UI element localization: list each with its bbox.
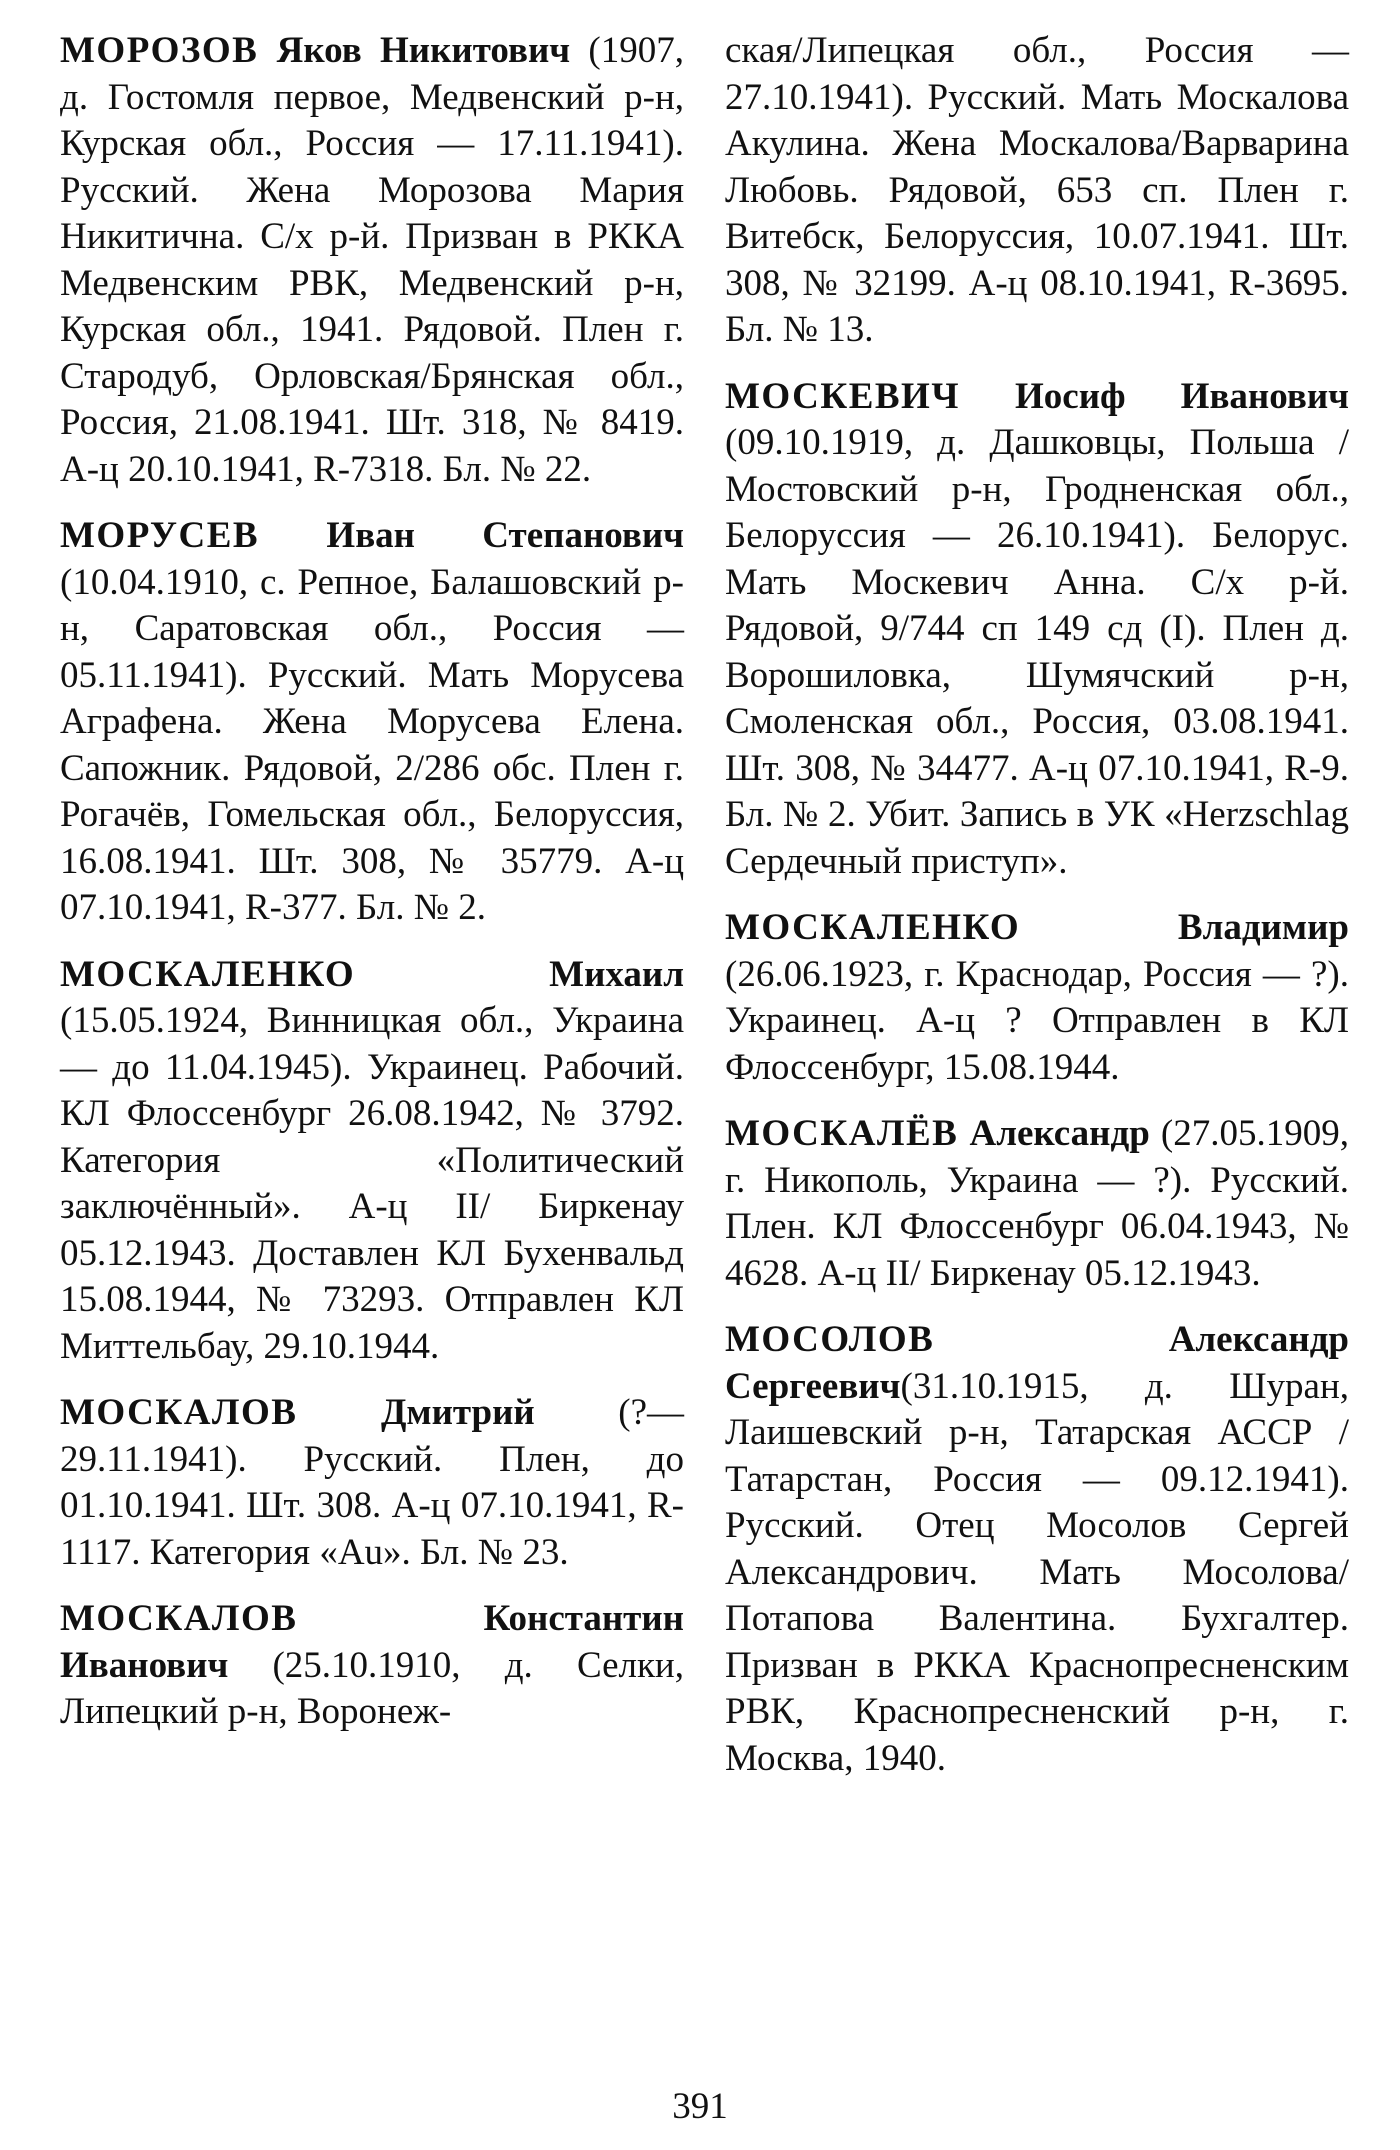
entry-surname: МОСОЛОВ [725,1319,935,1360]
entry-given-names: Иван Степанович [326,515,685,556]
entry-moskalov-dmitry [60,1390,684,1576]
entry-moskalenko-mikhail [60,952,684,1371]
entry-given-names: Дмитрий [380,1392,535,1433]
entry-moskalev-aleksandr [725,1111,1349,1297]
entry-given-names: Михаил [549,953,684,995]
entry-surname: МОСКАЛЕНКО [60,953,356,995]
entry-text: (?—29.11.1941). Русский. Плен, до 01.10.1941. Шт. 308. А-ц 07.10.1941, R-1117. Категория «Au». Бл. № 23. [60,1392,684,1573]
page-number: 391 [672,2086,728,2127]
entry-given-names: Владимир [1177,907,1349,948]
entry-given-names: Александр [969,1113,1150,1154]
entry-surname: МОСКАЛЁВ [725,1113,959,1154]
entry-surname: МОСКАЛОВ [60,1598,298,1639]
entry-text: (26.06.1923, г. Краснодар, Россия — ?). Украинец. А-ц ? Отправлен в КЛ Флоссенбург, 15.08.1944. [725,953,1349,1088]
entry-moskalenko-vladimir [725,905,1349,1091]
entry-text: (1907, д. Гостомля первое, Медвенский р-н, Курская обл., Россия — 17.11.1941). Русский. Жена Морозова Мария Никитична. С/х р-й. Призван в РККА Медвенским РВК, Медвенский р-н, Курская обл., 1941. Рядовой. Плен г. Стародуб, Орловская/Брянская обл., Россия, 21.08.1941. Шт. 318, № 8419. А-ц 20.10.1941, R-7318. Бл. № 22. [60,30,685,490]
entry-surname: МОСКАЛЕНКО [725,907,1021,948]
entry-morusev [60,513,684,932]
right-column [725,28,1349,1802]
entry-text: ская/Липецкая обл., Россия — 27.10.1941). Русский. Мать Москалова Акулина. Жена Москалова/Варварина Любовь. Рядовой, 653 сп. Плен г. Витебск, Белоруссия, 10.07.1941. Шт. 308, № 32199. А-ц 08.10.1941, R-3695. Бл. № 13. [725,30,1349,350]
entry-given-names: Константин Иванович [60,1598,684,1686]
entry-text: (15.05.1924, Винницкая обл., Украина — до 11.04.1945). Украинец. Рабочий. КЛ Флоссенбург 26.08.1942, № 3792. Категория «Политический заключённый». А-ц II/ Биркенау 05.12.1943. Доставлен КЛ Бухенвальд 15.08.1944, № 73293. Отправлен КЛ Миттельбау, 29.10.1944. [60,1000,684,1367]
entry-surname: МОСКЕВИЧ [725,375,960,417]
entry-text: (31.10.1915, д. Шуран, Лаишевский р-н, Татарская АССР / Татарстан, Россия — 09.12.1941). Русский. Отец Мосолов Сергей Александрович. Мать Мосолова/ Потапова Валентина. Бухгалтер. Призван в РККА Краснопресненским РВК, Краснопресненский р-н, г. Москва, 1940. [725,1365,1349,1779]
entry-mosolov [725,1317,1349,1782]
entry-moskalov-konstantin [60,1596,684,1736]
entry-text: (27.05.1909, г. Никополь, Украина — ?). Русский. Плен. КЛ Флоссенбург 06.04.1943, № 4628. А-ц II/ Биркенау 05.12.1943. [725,1113,1350,1294]
entry-moskalov-konstantin-continued [725,28,1349,354]
left-column [60,28,684,1756]
entry-text: (25.10.1910, д. Селки, Липецкий р-н, Воронеж- [60,1644,684,1732]
entry-moskevich [725,374,1349,886]
entry-given-names: Иосиф Иванович [1015,375,1349,417]
entry-morozov [60,28,684,493]
entry-surname: МОРУСЕВ [60,515,260,556]
entry-surname: МОСКАЛОВ [60,1392,298,1433]
entry-given-names: Яков Никитович [276,30,571,71]
entry-text: (10.04.1910, с. Репное, Балашовский р-н, Саратовская обл., Россия — 05.11.1941). Русский. Мать Морусева Аграфена. Жена Морусева Елена. Сапожник. Рядовой, 2/286 обс. Плен г. Рогачёв, Гомельская обл., Белоруссия, 16.08.1941. Шт. 308, № 35779. А-ц 07.10.1941, R-377. Бл. № 2. [60,561,684,928]
entry-text: (09.10.1919, д. Дашковцы, Польша / Мостовский р-н, Гродненская обл., Белоруссия — 26.10.1941). Белорус. Мать Москевич Анна. С/х р-й. Рядовой, 9/744 сп 149 сд (I). Плен д. Ворошиловка, Шумячский р-н, Смоленская обл., Россия, 03.08.1941. Шт. 308, № 34477. А-ц 07.10.1941, R-9. Бл. № 2. Убит. Запись в УК «Herzschlag Сердечный приступ». [725,422,1349,882]
entry-surname: МОРОЗОВ [60,30,259,71]
entry-given-names: Александр Сергеевич [725,1319,1349,1407]
